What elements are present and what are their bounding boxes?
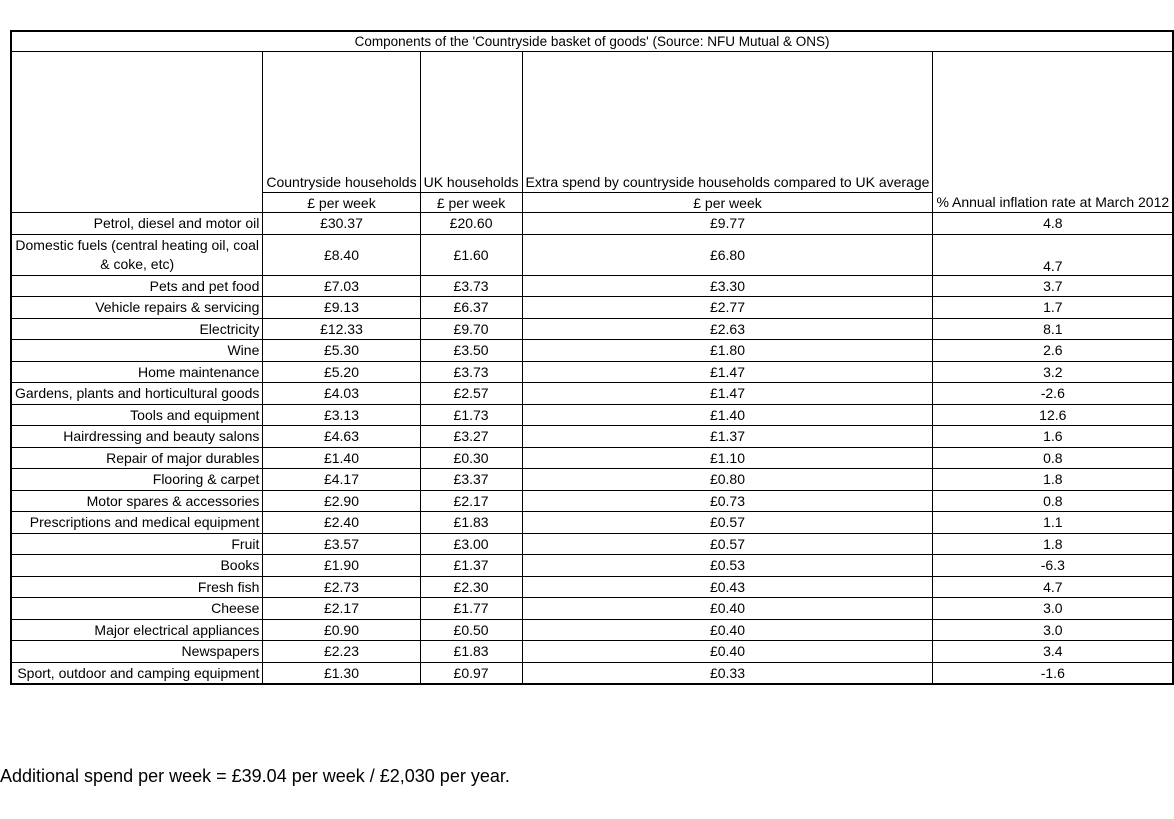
row-countryside-spend: £2.23 — [263, 641, 420, 663]
row-item-name: Flooring & carpet — [11, 469, 263, 491]
row-countryside-spend: £2.40 — [263, 512, 420, 534]
row-extra-spend: £2.63 — [522, 318, 933, 340]
table-row — [11, 576, 1173, 598]
row-uk-spend: £1.60 — [420, 234, 522, 275]
row-countryside-spend: £3.57 — [263, 533, 420, 555]
row-uk-spend: £0.97 — [420, 662, 522, 684]
table-row — [11, 297, 1173, 319]
row-item-name: Fresh fish — [11, 576, 263, 598]
row-countryside-spend: £9.13 — [263, 297, 420, 319]
row-item-name: Gardens, plants and horticultural goods — [11, 383, 263, 405]
table-row — [11, 490, 1173, 512]
header-row — [11, 52, 1173, 193]
row-item-name: Home maintenance — [11, 361, 263, 383]
row-inflation-rate: 3.4 — [933, 641, 1173, 663]
row-item-name: Newspapers — [11, 641, 263, 663]
row-uk-spend: £6.37 — [420, 297, 522, 319]
row-countryside-spend: £5.30 — [263, 340, 420, 362]
row-inflation-rate: 4.7 — [933, 576, 1173, 598]
row-countryside-spend: £0.90 — [263, 619, 420, 641]
row-countryside-spend: £3.13 — [263, 404, 420, 426]
table-row — [11, 383, 1173, 405]
row-extra-spend: £1.47 — [522, 383, 933, 405]
title-row — [11, 31, 1173, 52]
row-item-name: Motor spares & accessories — [11, 490, 263, 512]
row-inflation-rate: 8.1 — [933, 318, 1173, 340]
row-countryside-spend: £7.03 — [263, 275, 420, 297]
row-extra-spend: £0.80 — [522, 469, 933, 491]
row-uk-spend: £3.27 — [420, 426, 522, 448]
row-item-name: Prescriptions and medical equipment — [11, 512, 263, 534]
row-countryside-spend: £4.17 — [263, 469, 420, 491]
row-extra-spend: £3.30 — [522, 275, 933, 297]
row-uk-spend: £9.70 — [420, 318, 522, 340]
table-row — [11, 213, 1173, 235]
row-inflation-rate: 12.6 — [933, 404, 1173, 426]
row-item-name: Fruit — [11, 533, 263, 555]
table-row — [11, 598, 1173, 620]
row-item-name: Hairdressing and beauty salons — [11, 426, 263, 448]
row-uk-spend: £3.73 — [420, 275, 522, 297]
row-extra-spend: £0.57 — [522, 533, 933, 555]
row-extra-spend: £1.40 — [522, 404, 933, 426]
row-item-name: Domestic fuels (central heating oil, coal & coke, etc) — [11, 234, 263, 275]
row-countryside-spend: £4.63 — [263, 426, 420, 448]
row-item-name: Wine — [11, 340, 263, 362]
row-inflation-rate: -1.6 — [933, 662, 1173, 684]
row-extra-spend: £1.47 — [522, 361, 933, 383]
table-row — [11, 555, 1173, 577]
footer-summary: Additional spend per week = £39.04 per week / £2,030 per year. — [0, 766, 510, 786]
row-extra-spend: £1.37 — [522, 426, 933, 448]
row-inflation-rate: -2.6 — [933, 383, 1173, 405]
row-inflation-rate: 0.8 — [933, 490, 1173, 512]
row-item-name: Petrol, diesel and motor oil — [11, 213, 263, 235]
table-body — [11, 213, 1173, 685]
row-inflation-rate: -6.3 — [933, 555, 1173, 577]
row-item-name: Repair of major durables — [11, 447, 263, 469]
table-row — [11, 641, 1173, 663]
row-inflation-rate: 1.8 — [933, 533, 1173, 555]
row-extra-spend: £0.43 — [522, 576, 933, 598]
row-uk-spend: £2.57 — [420, 383, 522, 405]
row-inflation-rate: 1.8 — [933, 469, 1173, 491]
row-uk-spend: £1.73 — [420, 404, 522, 426]
table-row — [11, 426, 1173, 448]
row-countryside-spend: £12.33 — [263, 318, 420, 340]
inflation-header: % Annual inflation rate at March 2012 — [933, 52, 1173, 213]
row-extra-spend: £0.40 — [522, 619, 933, 641]
row-extra-spend: £0.33 — [522, 662, 933, 684]
row-countryside-spend: £1.30 — [263, 662, 420, 684]
row-uk-spend: £1.83 — [420, 641, 522, 663]
extra-unit: £ per week — [522, 193, 933, 213]
row-countryside-spend: £5.20 — [263, 361, 420, 383]
row-uk-spend: £2.30 — [420, 576, 522, 598]
row-countryside-spend: £1.40 — [263, 447, 420, 469]
row-uk-spend: £20.60 — [420, 213, 522, 235]
table-row — [11, 662, 1173, 684]
row-uk-spend: £2.17 — [420, 490, 522, 512]
countryside-unit: £ per week — [263, 193, 420, 213]
row-inflation-rate: 4.8 — [933, 213, 1173, 235]
table-row — [11, 404, 1173, 426]
row-item-name: Tools and equipment — [11, 404, 263, 426]
table-row — [11, 318, 1173, 340]
item-header — [11, 52, 263, 213]
row-inflation-rate: 1.6 — [933, 426, 1173, 448]
row-uk-spend: £3.50 — [420, 340, 522, 362]
row-item-name: Sport, outdoor and camping equipment — [11, 662, 263, 684]
uk-header: UK households — [420, 52, 522, 193]
row-uk-spend: £3.00 — [420, 533, 522, 555]
row-item-name: Pets and pet food — [11, 275, 263, 297]
row-countryside-spend: £8.40 — [263, 234, 420, 275]
row-inflation-rate: 3.7 — [933, 275, 1173, 297]
row-extra-spend: £9.77 — [522, 213, 933, 235]
table-title: Components of the 'Countryside basket of goods' (Source: NFU Mutual & ONS) — [11, 31, 1173, 52]
row-countryside-spend: £2.17 — [263, 598, 420, 620]
basket-table — [10, 30, 1174, 685]
row-item-name: Vehicle repairs & servicing — [11, 297, 263, 319]
row-extra-spend: £0.40 — [522, 641, 933, 663]
table-row — [11, 275, 1173, 297]
row-countryside-spend: £30.37 — [263, 213, 420, 235]
row-uk-spend: £0.30 — [420, 447, 522, 469]
row-inflation-rate: 2.6 — [933, 340, 1173, 362]
row-inflation-rate: 1.1 — [933, 512, 1173, 534]
table-row — [11, 469, 1173, 491]
row-extra-spend: £6.80 — [522, 234, 933, 275]
extra-spend-header: Extra spend by countryside households compared to UK average — [522, 52, 933, 193]
row-uk-spend: £1.77 — [420, 598, 522, 620]
row-extra-spend: £0.73 — [522, 490, 933, 512]
table-row — [11, 619, 1173, 641]
row-uk-spend: £1.83 — [420, 512, 522, 534]
table-row — [11, 512, 1173, 534]
row-extra-spend: £0.57 — [522, 512, 933, 534]
countryside-header: Countryside households — [263, 52, 420, 193]
table-row — [11, 447, 1173, 469]
row-countryside-spend: £2.73 — [263, 576, 420, 598]
row-item-name: Cheese — [11, 598, 263, 620]
row-extra-spend: £1.80 — [522, 340, 933, 362]
row-inflation-rate: 1.7 — [933, 297, 1173, 319]
row-extra-spend: £1.10 — [522, 447, 933, 469]
row-extra-spend: £0.40 — [522, 598, 933, 620]
row-uk-spend: £3.73 — [420, 361, 522, 383]
row-countryside-spend: £4.03 — [263, 383, 420, 405]
row-inflation-rate: 3.0 — [933, 598, 1173, 620]
row-countryside-spend: £2.90 — [263, 490, 420, 512]
row-inflation-rate: 4.7 — [933, 234, 1173, 275]
uk-unit: £ per week — [420, 193, 522, 213]
row-inflation-rate: 0.8 — [933, 447, 1173, 469]
row-item-name: Electricity — [11, 318, 263, 340]
row-extra-spend: £2.77 — [522, 297, 933, 319]
row-inflation-rate: 3.2 — [933, 361, 1173, 383]
row-uk-spend: £0.50 — [420, 619, 522, 641]
row-uk-spend: £1.37 — [420, 555, 522, 577]
row-item-name: Major electrical appliances — [11, 619, 263, 641]
table-row — [11, 361, 1173, 383]
row-inflation-rate: 3.0 — [933, 619, 1173, 641]
row-item-name: Books — [11, 555, 263, 577]
table-row — [11, 340, 1173, 362]
table-row — [11, 533, 1173, 555]
table-row — [11, 234, 1173, 275]
row-extra-spend: £0.53 — [522, 555, 933, 577]
row-countryside-spend: £1.90 — [263, 555, 420, 577]
row-uk-spend: £3.37 — [420, 469, 522, 491]
